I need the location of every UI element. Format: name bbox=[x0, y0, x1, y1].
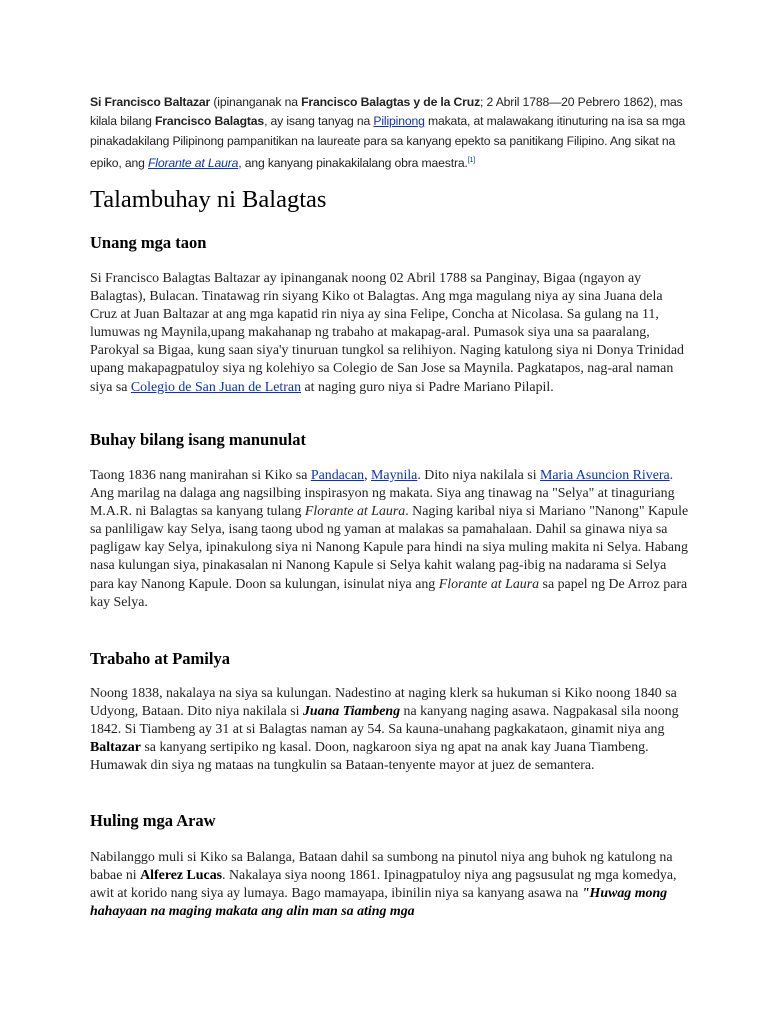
intro-name-baltazar: Si Francisco Baltazar bbox=[90, 95, 211, 109]
s3-name-baltazar: Baltazar bbox=[90, 740, 141, 756]
s4-text-1: Nabilanggo muli si Kiko sa Balanga, Bataan dahil sa sumbong na pinutol niya ang buhok ng katulong na babae ni bbox=[90, 850, 673, 884]
s3-text-1: Noong 1838, nakalaya na siya sa kulungan. Nadestino at naging klerk sa hukuman si Kiko noong 1840 sa Udyong, Bataan. Dito niya nakilala si bbox=[90, 686, 677, 720]
s3-name-juana-tiambeng: Juana Tiambeng bbox=[302, 704, 401, 720]
intro-name-full: Francisco Balagtas y de la Cruz bbox=[301, 95, 481, 109]
section-paragraph-trabaho-at-pamilya bbox=[90, 685, 690, 775]
section-title-buhay-bilang-isang-manunulat: Buhay bilang isang manunulat bbox=[90, 430, 306, 449]
intro-text-1: (ipinanganak na bbox=[210, 95, 302, 109]
reference-marker[interactable]: [1] bbox=[467, 157, 476, 165]
section-title-unang-mga-taon: Unang mga taon bbox=[90, 233, 207, 252]
s2-text-1: Taong 1836 nang manirahan si Kiko sa bbox=[90, 468, 311, 483]
intro-name-balagtas: Francisco Balagtas bbox=[154, 114, 265, 129]
s1-text-1: Si Francisco Balagtas Baltazar ay ipinanganak noong 02 Abril 1788 sa Panginay, Bigaa (ngayon ay Balagtas), Bulacan. Tinatawag rin siyang Kiko ot Balagtas. Ang mga magulang niya ay sina Juana dela Cruz at Juan Baltazar at ang mga kapatid rin niya ay sina Felipe, Concha at Nicolasa. Sa gulang na 11, lumuwas ng Maynila,upang makahanap ng trabaho at makapag-aral. Pumasok siya una sa paaralang, Parokyal sa Bigaa, kung saan siya'y tinuruan tungkol sa relihiyon. Naging katulong siya ni Donya Trinidad upang makapagpatuloy siya ng kolehiyo sa Colegio de San Jose sa Maynila. Pagkatapos, nag-aral naman siya sa bbox=[90, 271, 684, 395]
intro-text-5: , ang kanyang pinakakilalang obra maestra. bbox=[238, 156, 468, 171]
s2-text-5: . Naging karibal niya si Mariano "Nanong" Kapule sa panliligaw kay Selya, isang taong ubod ng yaman at malakas sa pamahalaan. Dahil sa ginawa niya sa pagligaw kay Selya, ipinakulong siya ni Nanong Kapule para hindi na siya muling makita ni Selya. Habang nasa kulungan siya, pinakasalan ni Nanong Kapule si Selya kahit walang pag-ibig na nadarama si Selya para kay Nanong Kapule. Doon sa kulungan, isinulat niya ang bbox=[90, 504, 689, 592]
link-colegio-de-san-juan-de-letran[interactable]: Colegio de San Juan de Letran bbox=[130, 379, 302, 395]
link-maria-asuncion-rivera[interactable]: Maria Asuncion Rivera bbox=[540, 468, 670, 483]
link-pandacan[interactable]: Pandacan bbox=[310, 468, 365, 483]
s1-text-2: at naging guro niya si Padre Mariano Pilapil. bbox=[301, 379, 554, 395]
s4-name-alferez-lucas: Alferez Lucas bbox=[140, 868, 223, 884]
s2-text-6: sa papel ng De Arroz para kay Selya. bbox=[90, 576, 688, 610]
s2-title-florante-1: Florante at Laura bbox=[304, 504, 406, 520]
section-paragraph-unang-mga-taon bbox=[90, 270, 690, 397]
s2-text-2: , bbox=[364, 468, 372, 483]
s2-text-4: . Ang marilag na dalaga ang nagsilbing inspirasyon ng makata. Siya ang tinawag na "Selya" at tinaguriang M.A.R. ni Balagtas sa kanyang tulang bbox=[90, 468, 675, 520]
section-title-huling-mga-araw: Huling mga Araw bbox=[90, 811, 216, 830]
s2-title-florante-2: Florante at Laura bbox=[438, 576, 540, 592]
intro-paragraph bbox=[90, 93, 690, 174]
section-paragraph-huling-mga-araw bbox=[90, 849, 690, 921]
intro-text-3: , ay isang tanyag na bbox=[264, 114, 374, 129]
s3-text-2: na kanyang naging asawa. Nagpakasal sila noong 1842. Si Tiambeng ay 31 at si Balagtas naman ay 54. Sa kauna-unahang pagkakataon, ginamit niya ang bbox=[90, 704, 679, 738]
link-florante-at-laura[interactable]: Florante at Laura bbox=[147, 156, 239, 171]
s4-text-2: . Nakalaya siya noong 1861. Ipinagpatuloy niya ang pagsusulat ng mga komedya, awit at korido nang siya ay lumaya. Bago mamayapa, ibinilin niya sa kanyang asawa na bbox=[90, 868, 677, 902]
s4-quote: "Huwag mong hahayaan na maging makata ang alin man sa ating mga bbox=[90, 886, 668, 920]
link-maynila[interactable]: Maynila bbox=[371, 468, 418, 483]
section-title-trabaho-at-pamilya: Trabaho at Pamilya bbox=[90, 649, 230, 668]
section-paragraph-buhay-bilang-isang-manunulat bbox=[90, 467, 690, 612]
page-heading: Talambuhay ni Balagtas bbox=[90, 186, 327, 213]
intro-text-4: makata, at malawakang itinuturing na isa sa mga pinakadakilang Pilipinong pampanitikan na laureate para sa kanyang epekto sa panitikang Filipino. Ang sikat na epiko, ang bbox=[90, 114, 686, 171]
link-pilipinong[interactable]: Pilipinong bbox=[373, 114, 425, 129]
s2-text-3: . Dito niya nakilala si bbox=[417, 468, 541, 483]
s3-text-3: sa kanyang sertipiko ng kasal. Doon, nagkaroon siya ng apat na anak kay Juana Tiambeng. Humawak din siya ng mataas na tungkulin sa Bataan-tenyente mayor at juez de semantera. bbox=[90, 740, 649, 774]
intro-text-2: ; 2 Abril 1788—20 Pebrero 1862), mas kilala bilang bbox=[90, 95, 683, 129]
